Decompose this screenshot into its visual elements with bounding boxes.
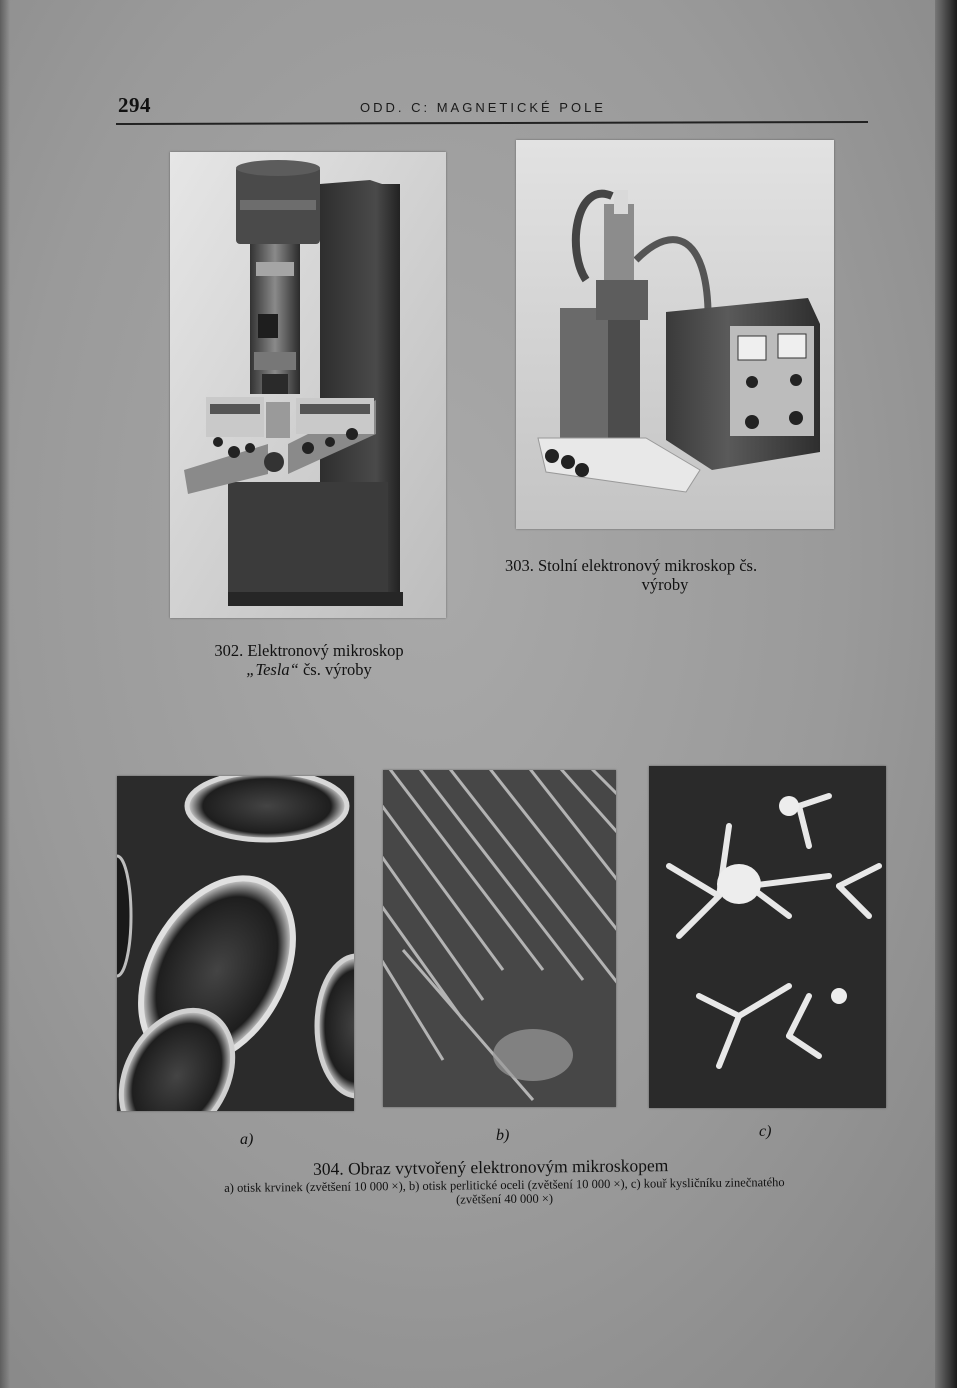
- figure-303-caption-line1: 303. Stolní elektronový mikroskop čs.: [505, 556, 758, 575]
- blood-cells-micrograph: [117, 776, 354, 1111]
- figure-302-suffix: čs. výroby: [302, 660, 372, 679]
- electron-microscope-illustration: [170, 152, 446, 618]
- figure-304-description-line2: (zvětšení 40 000 ×): [456, 1191, 554, 1207]
- page-number: 294: [118, 93, 151, 117]
- figure-302-photo: [170, 152, 446, 618]
- figure-304-description-line1: a) otisk krvinek (zvětšení 10 000 ×), b) otisk perlitické oceli (zvětšení 10 000 ×), c) kouř kysličníku zinečnatého: [224, 1175, 785, 1195]
- zinc-oxide-crystals-micrograph: [649, 766, 886, 1108]
- figure-304a-photo: [117, 776, 354, 1111]
- figure-302-caption: [198, 641, 420, 679]
- figure-303-caption: [505, 556, 835, 594]
- figure-303-caption-line2: výroby: [641, 575, 689, 594]
- pearlitic-steel-micrograph: [383, 770, 616, 1107]
- running-head: ODD. C: MAGNETICKÉ POLE: [360, 100, 606, 115]
- page-left-shadow: [0, 0, 10, 1388]
- figure-302-title: Elektronový mikroskop: [247, 641, 404, 660]
- figure-304-description: [137, 1174, 872, 1210]
- figure-304b-label: b): [496, 1127, 510, 1144]
- header-rule: [116, 121, 868, 125]
- figure-302-name: „Tesla“: [246, 660, 299, 679]
- figure-303-photo: [516, 140, 834, 529]
- figure-302-number: 302.: [214, 641, 244, 660]
- figure-304b-photo: [383, 770, 616, 1107]
- figure-304c-label: c): [759, 1123, 772, 1140]
- tabletop-microscope-illustration: [516, 140, 834, 529]
- figure-304c-photo: [649, 766, 886, 1108]
- figure-304a-label: a): [240, 1131, 254, 1148]
- figure-304-title: 304. Obraz vytvořený elektronovým mikroskopem: [312, 1155, 669, 1179]
- page-right-edge: [935, 0, 957, 1388]
